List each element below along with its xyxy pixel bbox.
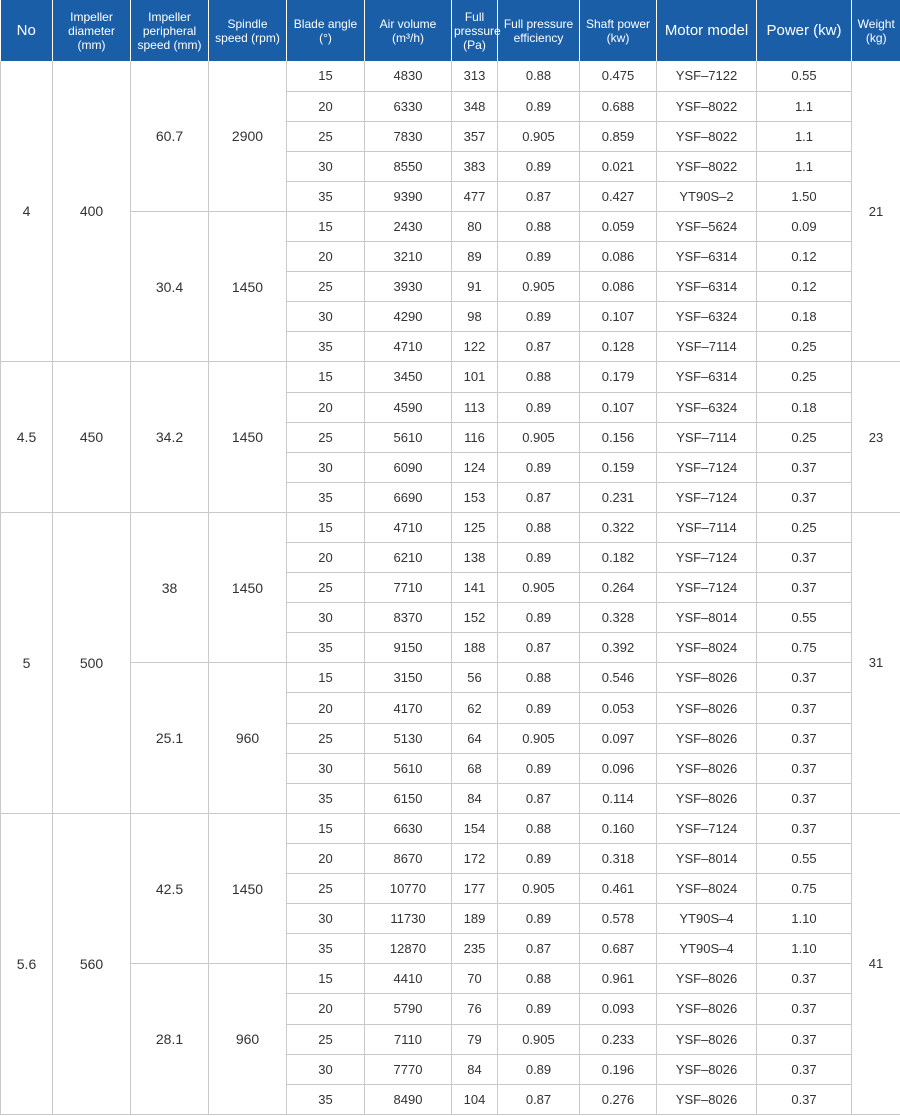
efficiency-cell: 0.89 xyxy=(498,693,580,723)
motor-model-cell: YSF–7114 xyxy=(657,332,757,362)
header-motor-model: Motor model xyxy=(657,0,757,61)
motor-model-cell: YSF–6314 xyxy=(657,242,757,272)
spindle-speed-cell: 1450 xyxy=(209,362,287,512)
power-cell: 0.55 xyxy=(757,61,852,91)
efficiency-cell: 0.88 xyxy=(498,813,580,843)
motor-model-cell: YSF–6324 xyxy=(657,392,757,422)
model-no-cell: 5 xyxy=(1,512,53,813)
table-row xyxy=(1,61,900,91)
shaft-power-cell: 0.276 xyxy=(580,1084,657,1114)
header-power: Power (kw) xyxy=(757,0,852,61)
shaft-power-cell: 0.328 xyxy=(580,603,657,633)
peripheral-speed-cell: 28.1 xyxy=(131,964,209,1114)
efficiency-cell: 0.89 xyxy=(498,91,580,121)
blade-angle-cell: 20 xyxy=(287,392,365,422)
power-cell: 0.37 xyxy=(757,693,852,723)
model-no-cell: 5.6 xyxy=(1,813,53,1114)
power-cell: 0.37 xyxy=(757,964,852,994)
blade-angle-cell: 20 xyxy=(287,693,365,723)
efficiency-cell: 0.905 xyxy=(498,1024,580,1054)
motor-model-cell: YSF–6314 xyxy=(657,272,757,302)
air-volume-cell: 7830 xyxy=(365,121,452,151)
table-row xyxy=(1,512,900,542)
power-cell: 1.10 xyxy=(757,934,852,964)
shaft-power-cell: 0.097 xyxy=(580,723,657,753)
blade-angle-cell: 20 xyxy=(287,91,365,121)
shaft-power-cell: 0.231 xyxy=(580,482,657,512)
full-pressure-cell: 141 xyxy=(452,573,498,603)
efficiency-cell: 0.87 xyxy=(498,181,580,211)
efficiency-cell: 0.89 xyxy=(498,753,580,783)
full-pressure-cell: 80 xyxy=(452,211,498,241)
motor-model-cell: YSF–7114 xyxy=(657,422,757,452)
air-volume-cell: 4170 xyxy=(365,693,452,723)
motor-model-cell: YSF–7124 xyxy=(657,813,757,843)
air-volume-cell: 5790 xyxy=(365,994,452,1024)
blade-angle-cell: 35 xyxy=(287,332,365,362)
efficiency-cell: 0.87 xyxy=(498,633,580,663)
table-body xyxy=(1,61,900,1114)
table-row xyxy=(1,663,900,693)
motor-model-cell: YSF–8026 xyxy=(657,723,757,753)
full-pressure-cell: 477 xyxy=(452,181,498,211)
power-cell: 0.75 xyxy=(757,874,852,904)
blade-angle-cell: 15 xyxy=(287,512,365,542)
power-cell: 0.12 xyxy=(757,272,852,302)
motor-model-cell: YSF–8026 xyxy=(657,994,757,1024)
power-cell: 0.37 xyxy=(757,543,852,573)
motor-model-cell: YSF–7122 xyxy=(657,61,757,91)
air-volume-cell: 12870 xyxy=(365,934,452,964)
air-volume-cell: 6690 xyxy=(365,482,452,512)
blade-angle-cell: 25 xyxy=(287,1024,365,1054)
header-spindle-speed: Spindle speed (rpm) xyxy=(209,0,287,61)
air-volume-cell: 2430 xyxy=(365,211,452,241)
impeller-diameter-cell: 450 xyxy=(53,362,131,512)
spindle-speed-cell: 960 xyxy=(209,964,287,1114)
full-pressure-cell: 98 xyxy=(452,302,498,332)
blade-angle-cell: 35 xyxy=(287,633,365,663)
efficiency-cell: 0.89 xyxy=(498,543,580,573)
blade-angle-cell: 15 xyxy=(287,663,365,693)
efficiency-cell: 0.89 xyxy=(498,843,580,873)
blade-angle-cell: 15 xyxy=(287,211,365,241)
power-cell: 0.37 xyxy=(757,482,852,512)
air-volume-cell: 4290 xyxy=(365,302,452,332)
shaft-power-cell: 0.053 xyxy=(580,693,657,723)
impeller-diameter-cell: 500 xyxy=(53,512,131,813)
full-pressure-cell: 84 xyxy=(452,783,498,813)
full-pressure-cell: 122 xyxy=(452,332,498,362)
efficiency-cell: 0.87 xyxy=(498,332,580,362)
motor-model-cell: YSF–6324 xyxy=(657,302,757,332)
shaft-power-cell: 0.086 xyxy=(580,272,657,302)
blade-angle-cell: 25 xyxy=(287,121,365,151)
full-pressure-cell: 125 xyxy=(452,512,498,542)
shaft-power-cell: 0.196 xyxy=(580,1054,657,1084)
blade-angle-cell: 35 xyxy=(287,934,365,964)
efficiency-cell: 0.905 xyxy=(498,573,580,603)
efficiency-cell: 0.87 xyxy=(498,934,580,964)
shaft-power-cell: 0.578 xyxy=(580,904,657,934)
full-pressure-cell: 116 xyxy=(452,422,498,452)
peripheral-speed-cell: 34.2 xyxy=(131,362,209,512)
efficiency-cell: 0.905 xyxy=(498,272,580,302)
power-cell: 0.37 xyxy=(757,573,852,603)
air-volume-cell: 6090 xyxy=(365,452,452,482)
full-pressure-cell: 188 xyxy=(452,633,498,663)
air-volume-cell: 3930 xyxy=(365,272,452,302)
spindle-speed-cell: 2900 xyxy=(209,61,287,211)
motor-model-cell: YSF–7124 xyxy=(657,452,757,482)
table-row xyxy=(1,362,900,392)
model-no-cell: 4.5 xyxy=(1,362,53,512)
shaft-power-cell: 0.021 xyxy=(580,151,657,181)
spindle-speed-cell: 1450 xyxy=(209,813,287,963)
full-pressure-cell: 68 xyxy=(452,753,498,783)
full-pressure-cell: 177 xyxy=(452,874,498,904)
full-pressure-cell: 357 xyxy=(452,121,498,151)
power-cell: 0.37 xyxy=(757,783,852,813)
air-volume-cell: 6330 xyxy=(365,91,452,121)
air-volume-cell: 8670 xyxy=(365,843,452,873)
motor-model-cell: YSF–8014 xyxy=(657,843,757,873)
full-pressure-cell: 189 xyxy=(452,904,498,934)
power-cell: 0.37 xyxy=(757,753,852,783)
air-volume-cell: 9150 xyxy=(365,633,452,663)
power-cell: 0.55 xyxy=(757,843,852,873)
shaft-power-cell: 0.179 xyxy=(580,362,657,392)
blade-angle-cell: 15 xyxy=(287,964,365,994)
motor-model-cell: YSF–8026 xyxy=(657,1054,757,1084)
air-volume-cell: 5130 xyxy=(365,723,452,753)
efficiency-cell: 0.88 xyxy=(498,211,580,241)
peripheral-speed-cell: 38 xyxy=(131,512,209,662)
spindle-speed-cell: 1450 xyxy=(209,211,287,361)
header-efficiency: Full pressure efficiency xyxy=(498,0,580,61)
shaft-power-cell: 0.546 xyxy=(580,663,657,693)
air-volume-cell: 4710 xyxy=(365,512,452,542)
spindle-speed-cell: 960 xyxy=(209,663,287,813)
full-pressure-cell: 152 xyxy=(452,603,498,633)
peripheral-speed-cell: 30.4 xyxy=(131,211,209,361)
shaft-power-cell: 0.427 xyxy=(580,181,657,211)
full-pressure-cell: 235 xyxy=(452,934,498,964)
air-volume-cell: 7110 xyxy=(365,1024,452,1054)
power-cell: 0.25 xyxy=(757,332,852,362)
motor-model-cell: YSF–7124 xyxy=(657,543,757,573)
blade-angle-cell: 25 xyxy=(287,573,365,603)
shaft-power-cell: 0.475 xyxy=(580,61,657,91)
weight-cell: 23 xyxy=(852,362,900,512)
peripheral-speed-cell: 42.5 xyxy=(131,813,209,963)
power-cell: 0.37 xyxy=(757,994,852,1024)
header-peripheral-speed: Impeller peripheral speed (mm) xyxy=(131,0,209,61)
full-pressure-cell: 113 xyxy=(452,392,498,422)
efficiency-cell: 0.89 xyxy=(498,994,580,1024)
motor-model-cell: YT90S–4 xyxy=(657,934,757,964)
blade-angle-cell: 15 xyxy=(287,61,365,91)
power-cell: 0.18 xyxy=(757,302,852,332)
power-cell: 0.37 xyxy=(757,813,852,843)
full-pressure-cell: 70 xyxy=(452,964,498,994)
efficiency-cell: 0.905 xyxy=(498,723,580,753)
air-volume-cell: 3150 xyxy=(365,663,452,693)
motor-model-cell: YSF–8026 xyxy=(657,783,757,813)
air-volume-cell: 4590 xyxy=(365,392,452,422)
power-cell: 0.25 xyxy=(757,512,852,542)
shaft-power-cell: 0.160 xyxy=(580,813,657,843)
motor-model-cell: YT90S–4 xyxy=(657,904,757,934)
blade-angle-cell: 30 xyxy=(287,603,365,633)
full-pressure-cell: 64 xyxy=(452,723,498,753)
table-row xyxy=(1,813,900,843)
full-pressure-cell: 89 xyxy=(452,242,498,272)
weight-cell: 21 xyxy=(852,61,900,362)
air-volume-cell: 4710 xyxy=(365,332,452,362)
air-volume-cell: 10770 xyxy=(365,874,452,904)
blade-angle-cell: 20 xyxy=(287,843,365,873)
blade-angle-cell: 25 xyxy=(287,723,365,753)
blade-angle-cell: 20 xyxy=(287,543,365,573)
blade-angle-cell: 15 xyxy=(287,362,365,392)
shaft-power-cell: 0.096 xyxy=(580,753,657,783)
air-volume-cell: 11730 xyxy=(365,904,452,934)
shaft-power-cell: 0.264 xyxy=(580,573,657,603)
impeller-diameter-cell: 400 xyxy=(53,61,131,362)
power-cell: 1.1 xyxy=(757,151,852,181)
motor-model-cell: YSF–8022 xyxy=(657,151,757,181)
shaft-power-cell: 0.156 xyxy=(580,422,657,452)
header-impeller-diameter: Impeller diameter (mm) xyxy=(53,0,131,61)
shaft-power-cell: 0.322 xyxy=(580,512,657,542)
efficiency-cell: 0.905 xyxy=(498,121,580,151)
motor-model-cell: YSF–8026 xyxy=(657,1084,757,1114)
motor-model-cell: YSF–8026 xyxy=(657,753,757,783)
motor-model-cell: YT90S–2 xyxy=(657,181,757,211)
power-cell: 1.50 xyxy=(757,181,852,211)
air-volume-cell: 6150 xyxy=(365,783,452,813)
motor-model-cell: YSF–8026 xyxy=(657,663,757,693)
power-cell: 0.37 xyxy=(757,663,852,693)
motor-model-cell: YSF–7114 xyxy=(657,512,757,542)
air-volume-cell: 7770 xyxy=(365,1054,452,1084)
blade-angle-cell: 25 xyxy=(287,874,365,904)
shaft-power-cell: 0.059 xyxy=(580,211,657,241)
shaft-power-cell: 0.461 xyxy=(580,874,657,904)
blade-angle-cell: 30 xyxy=(287,452,365,482)
shaft-power-cell: 0.107 xyxy=(580,392,657,422)
full-pressure-cell: 154 xyxy=(452,813,498,843)
efficiency-cell: 0.89 xyxy=(498,603,580,633)
blade-angle-cell: 35 xyxy=(287,482,365,512)
shaft-power-cell: 0.859 xyxy=(580,121,657,151)
header-air-volume-unit: (m³/h) xyxy=(392,30,424,45)
shaft-power-cell: 0.114 xyxy=(580,783,657,813)
full-pressure-cell: 348 xyxy=(452,91,498,121)
air-volume-cell: 5610 xyxy=(365,422,452,452)
shaft-power-cell: 0.233 xyxy=(580,1024,657,1054)
shaft-power-cell: 0.128 xyxy=(580,332,657,362)
motor-model-cell: YSF–8024 xyxy=(657,633,757,663)
air-volume-cell: 8370 xyxy=(365,603,452,633)
blade-angle-cell: 35 xyxy=(287,783,365,813)
blade-angle-cell: 30 xyxy=(287,302,365,332)
impeller-diameter-cell: 560 xyxy=(53,813,131,1114)
efficiency-cell: 0.87 xyxy=(498,783,580,813)
blade-angle-cell: 35 xyxy=(287,181,365,211)
efficiency-cell: 0.89 xyxy=(498,392,580,422)
table-row xyxy=(1,964,900,994)
header-air-volume xyxy=(365,0,452,61)
efficiency-cell: 0.87 xyxy=(498,1084,580,1114)
efficiency-cell: 0.89 xyxy=(498,151,580,181)
full-pressure-cell: 172 xyxy=(452,843,498,873)
efficiency-cell: 0.905 xyxy=(498,874,580,904)
efficiency-cell: 0.89 xyxy=(498,1054,580,1084)
header-no: No xyxy=(1,0,53,61)
blade-angle-cell: 30 xyxy=(287,1054,365,1084)
peripheral-speed-cell: 25.1 xyxy=(131,663,209,813)
peripheral-speed-cell: 60.7 xyxy=(131,61,209,211)
power-cell: 0.09 xyxy=(757,211,852,241)
shaft-power-cell: 0.107 xyxy=(580,302,657,332)
shaft-power-cell: 0.688 xyxy=(580,91,657,121)
motor-model-cell: YSF–7124 xyxy=(657,573,757,603)
efficiency-cell: 0.88 xyxy=(498,964,580,994)
blade-angle-cell: 25 xyxy=(287,422,365,452)
power-cell: 0.37 xyxy=(757,723,852,753)
air-volume-cell: 4410 xyxy=(365,964,452,994)
blade-angle-cell: 30 xyxy=(287,151,365,181)
air-volume-cell: 8550 xyxy=(365,151,452,181)
shaft-power-cell: 0.086 xyxy=(580,242,657,272)
air-volume-cell: 3210 xyxy=(365,242,452,272)
blade-angle-cell: 20 xyxy=(287,994,365,1024)
efficiency-cell: 0.88 xyxy=(498,61,580,91)
air-volume-cell: 9390 xyxy=(365,181,452,211)
full-pressure-cell: 76 xyxy=(452,994,498,1024)
model-no-cell: 4 xyxy=(1,61,53,362)
air-volume-cell: 7710 xyxy=(365,573,452,603)
efficiency-cell: 0.89 xyxy=(498,302,580,332)
full-pressure-cell: 101 xyxy=(452,362,498,392)
power-cell: 1.10 xyxy=(757,904,852,934)
power-cell: 0.55 xyxy=(757,603,852,633)
spindle-speed-cell: 1450 xyxy=(209,512,287,662)
full-pressure-cell: 84 xyxy=(452,1054,498,1084)
shaft-power-cell: 0.159 xyxy=(580,452,657,482)
shaft-power-cell: 0.318 xyxy=(580,843,657,873)
motor-model-cell: YSF–8022 xyxy=(657,121,757,151)
shaft-power-cell: 0.093 xyxy=(580,994,657,1024)
full-pressure-cell: 104 xyxy=(452,1084,498,1114)
efficiency-cell: 0.87 xyxy=(498,482,580,512)
air-volume-cell: 6210 xyxy=(365,543,452,573)
full-pressure-cell: 124 xyxy=(452,452,498,482)
full-pressure-cell: 56 xyxy=(452,663,498,693)
air-volume-cell: 4830 xyxy=(365,61,452,91)
power-cell: 0.37 xyxy=(757,1024,852,1054)
power-cell: 0.75 xyxy=(757,633,852,663)
full-pressure-cell: 153 xyxy=(452,482,498,512)
header-weight: Weight (kg) xyxy=(852,0,900,61)
power-cell: 1.1 xyxy=(757,91,852,121)
header-full-pressure: Full pressure (Pa) xyxy=(452,0,498,61)
efficiency-cell: 0.89 xyxy=(498,904,580,934)
weight-cell: 31 xyxy=(852,512,900,813)
efficiency-cell: 0.905 xyxy=(498,422,580,452)
motor-model-cell: YSF–5624 xyxy=(657,211,757,241)
shaft-power-cell: 0.182 xyxy=(580,543,657,573)
full-pressure-cell: 383 xyxy=(452,151,498,181)
efficiency-cell: 0.89 xyxy=(498,242,580,272)
blade-angle-cell: 15 xyxy=(287,813,365,843)
power-cell: 0.37 xyxy=(757,1054,852,1084)
shaft-power-cell: 0.392 xyxy=(580,633,657,663)
efficiency-cell: 0.88 xyxy=(498,362,580,392)
efficiency-cell: 0.89 xyxy=(498,452,580,482)
weight-cell: 41 xyxy=(852,813,900,1114)
motor-model-cell: YSF–8026 xyxy=(657,693,757,723)
blade-angle-cell: 20 xyxy=(287,242,365,272)
motor-model-cell: YSF–6314 xyxy=(657,362,757,392)
blade-angle-cell: 25 xyxy=(287,272,365,302)
table-row xyxy=(1,211,900,241)
shaft-power-cell: 0.961 xyxy=(580,964,657,994)
full-pressure-cell: 91 xyxy=(452,272,498,302)
header-air-volume-label: Air volume xyxy=(379,16,437,31)
motor-model-cell: YSF–8024 xyxy=(657,874,757,904)
blade-angle-cell: 35 xyxy=(287,1084,365,1114)
efficiency-cell: 0.88 xyxy=(498,663,580,693)
shaft-power-cell: 0.687 xyxy=(580,934,657,964)
efficiency-cell: 0.88 xyxy=(498,512,580,542)
full-pressure-cell: 79 xyxy=(452,1024,498,1054)
motor-model-cell: YSF–7124 xyxy=(657,482,757,512)
power-cell: 0.25 xyxy=(757,422,852,452)
power-cell: 0.12 xyxy=(757,242,852,272)
air-volume-cell: 6630 xyxy=(365,813,452,843)
header-row xyxy=(1,0,900,61)
motor-model-cell: YSF–8014 xyxy=(657,603,757,633)
header-shaft-power: Shaft power (kw) xyxy=(580,0,657,61)
motor-model-cell: YSF–8022 xyxy=(657,91,757,121)
motor-model-cell: YSF–8026 xyxy=(657,964,757,994)
full-pressure-cell: 62 xyxy=(452,693,498,723)
motor-model-cell: YSF–8026 xyxy=(657,1024,757,1054)
power-cell: 0.18 xyxy=(757,392,852,422)
blade-angle-cell: 30 xyxy=(287,753,365,783)
blade-angle-cell: 30 xyxy=(287,904,365,934)
full-pressure-cell: 138 xyxy=(452,543,498,573)
header-blade-angle: Blade angle (°) xyxy=(287,0,365,61)
power-cell: 0.37 xyxy=(757,452,852,482)
power-cell: 1.1 xyxy=(757,121,852,151)
air-volume-cell: 3450 xyxy=(365,362,452,392)
air-volume-cell: 8490 xyxy=(365,1084,452,1114)
power-cell: 0.25 xyxy=(757,362,852,392)
full-pressure-cell: 313 xyxy=(452,61,498,91)
air-volume-cell: 5610 xyxy=(365,753,452,783)
power-cell: 0.37 xyxy=(757,1084,852,1114)
